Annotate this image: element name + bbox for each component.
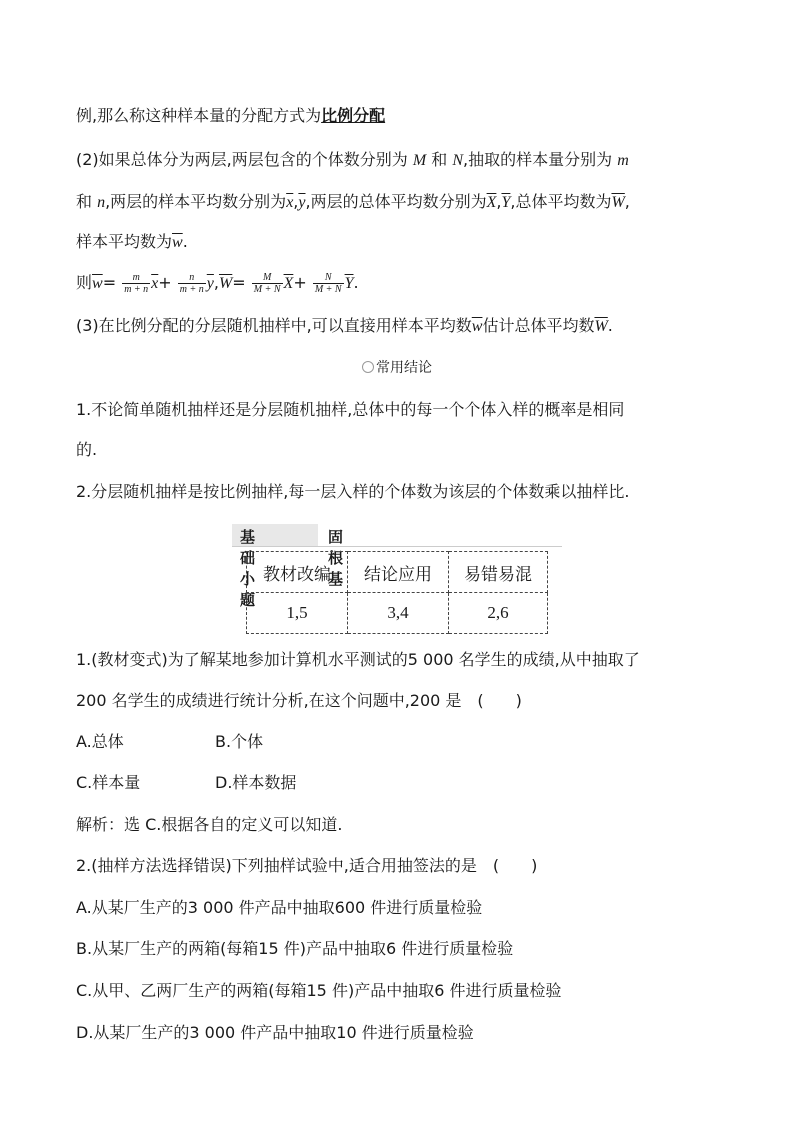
question-1-option-c: C.样本量 xyxy=(76,773,141,792)
question-1-option-d: D.样本数据 xyxy=(215,773,297,792)
question-1-option-a: A.总体 xyxy=(76,732,124,751)
fraction-n-over-m-plus-n: $\frac{n}{m + n}$ xyxy=(179,272,204,295)
header-rule xyxy=(232,546,562,547)
fraction-m-over-m-plus-n: $\frac{m}{m + n}$ xyxy=(124,272,149,295)
question-1-stem-line2: 200 名学生的成绩进行统计分析,在这个问题中,200 是 ( ) xyxy=(76,691,522,710)
fraction-M-over-M-plus-N: $\frac{M}{M + N}$ xyxy=(253,272,281,295)
question-2-option-a: A.从某厂生产的3 000 件产品中抽取600 件进行质量检验 xyxy=(76,898,483,917)
table-header-cell: 教材改编 xyxy=(247,552,348,593)
fraction-N-over-M-plus-N: $\frac{N}{M + N}$ xyxy=(314,272,342,295)
conclusion-1-line2: 的. xyxy=(76,440,98,459)
table-cell: 2,6 xyxy=(449,593,548,634)
question-2-option-d: D.从某厂生产的3 000 件产品中抽取10 件进行质量检验 xyxy=(76,1023,474,1042)
question-1-answer: 解析：选 C.根据各自的定义可以知道. xyxy=(76,815,343,834)
table-cell: 3,4 xyxy=(348,593,449,634)
table-row xyxy=(247,593,548,634)
search-key-icon xyxy=(362,361,374,373)
section-title-common-conclusions: 常用结论 xyxy=(0,357,794,377)
paragraph-two-layers-line3: 样本平均数为$\overline{w}$. xyxy=(76,232,188,251)
paragraph-estimation: (3)在比例分配的分层随机抽样中,可以直接用样本平均数$\overline{w}$估计总体平均数$\overline{W}$. xyxy=(76,316,613,335)
conclusion-1-line1: 1.不论简单随机抽样还是分层随机抽样,总体中的每一个个体入样的概率是相同 xyxy=(76,400,625,419)
table-header-row xyxy=(247,552,548,593)
term-proportional-allocation: 比例分配 xyxy=(321,106,386,125)
table-header-cell: 易错易混 xyxy=(449,552,548,593)
question-2-stem: 2.(抽样方法选择错误)下列抽样试验中,适合用抽签法的是 ( ) xyxy=(76,856,538,875)
conclusion-2: 2.分层随机抽样是按比例抽样,每一层入样的个体数为该层的个体数乘以抽样比. xyxy=(76,482,630,501)
question-1-option-b: B.个体 xyxy=(215,732,264,751)
paragraph-two-layers-line1: (2)如果总体分为两层,两层包含的个体数分别为 M 和 N,抽取的样本量分别为 m xyxy=(76,150,629,169)
question-1-stem-line1: 1.(教材变式)为了解某地参加计算机水平测试的5 000 名学生的成绩,从中抽取了 xyxy=(76,650,640,669)
paragraph-proportional-allocation: 例,那么称这种样本量的分配方式为比例分配 xyxy=(76,106,386,125)
table-header-cell: 结论应用 xyxy=(348,552,449,593)
foundation-label: 固根基 xyxy=(328,528,344,588)
basics-label: 基础小题 xyxy=(240,528,256,609)
formula-line: 则$\overline{w}=$ $\frac{m}{m + n}$ $\overline{x}+$ $\frac{n}{m + n}$ $\overline{y},\overline{W}=$ $\frac{M}{M + N}$ $\overline{X}+$ $\frac{N}{M + N}$ $\overline{Y}$. xyxy=(76,272,359,295)
table-cell: 1,5 xyxy=(247,593,348,634)
paragraph-two-layers-line2: 和 n,两层的样本平均数分别为$\overline{x},\overline{y}$,两层的总体平均数分别为$\overline{X},\overline{Y}$,总体平均数为$\overline{W}$, xyxy=(76,192,630,211)
question-2-option-b: B.从某厂生产的两箱(每箱15 件)产品中抽取6 件进行质量检验 xyxy=(76,939,514,958)
category-table xyxy=(246,551,548,634)
question-2-option-c: C.从甲、乙两厂生产的两箱(每箱15 件)产品中抽取6 件进行质量检验 xyxy=(76,981,562,1000)
